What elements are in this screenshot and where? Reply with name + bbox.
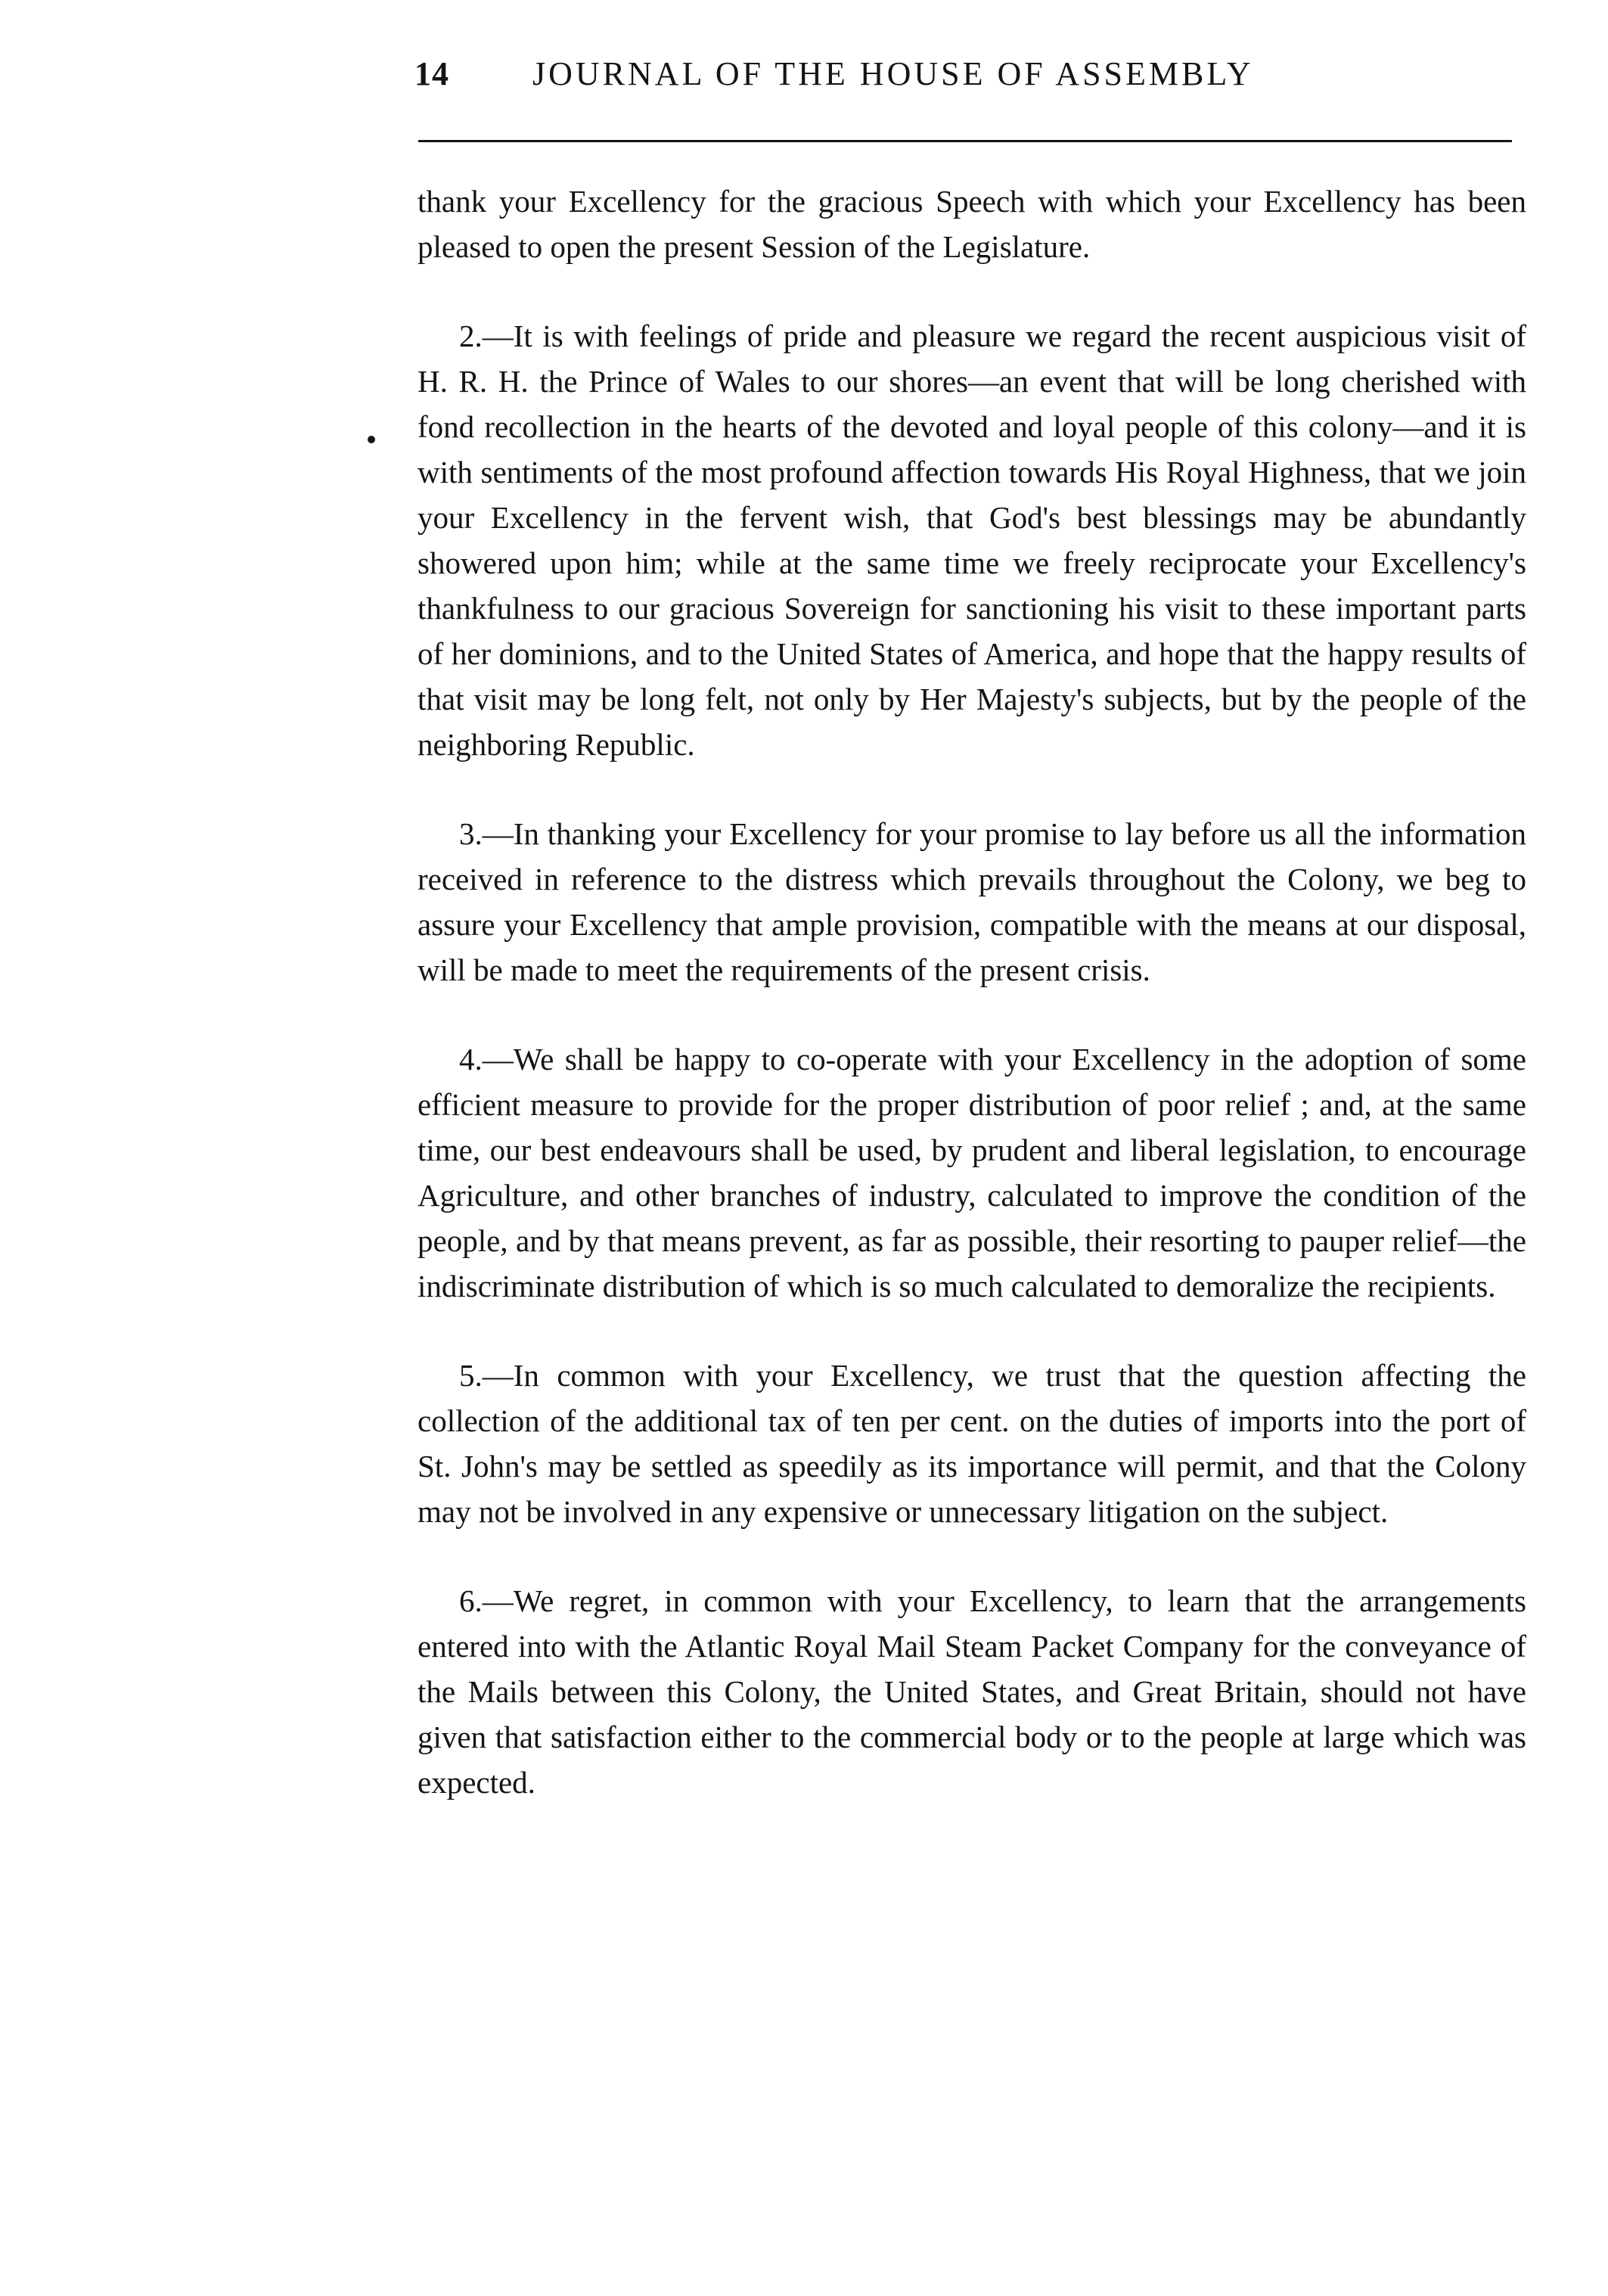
paragraph-2: 2.—It is with feelings of pride and pleasure we regard the recent auspicious visit of H. R. H. the Prince of Wales to our shores—an event that will be long cherished with fond recollection in the hearts of the devoted and loyal people of this colony—and it is with sentiments of the most profound affection towards His Royal Highness, that we join your Excellency in the fervent wish, that God's best blessings may be abundantly showered upon him; while at the same time we freely reciprocate your Excellency's thankfulness to our gracious Sovereign for sanctioning his visit to these important parts of her dominions, and to the United States of America, and hope that the happy results of that visit may be long felt, not only by Her Majesty's subjects, but by the people of the neighboring Republic. <box>418 318 1526 762</box>
paragraph-6: 6.—We regret, in common with your Excellency, to learn that the arrangements entered into with the Atlantic Royal Mail Steam Packet Company for the conveyance of the Mails between this Colony, the United States, and Great Britain, should not have given that satisfaction either to the commercial body or to the people at large which was expected. <box>418 1583 1526 1800</box>
paragraph-5: 5.—In common with your Excellency, we trust that the question affecting the collection of the additional tax of ten per cent. on the duties of imports into the port of St. John's may be settled as speedily as its importance will permit, and that the Colony may not be involved in any expensive or unnecessary litigation on the subject. <box>418 1358 1526 1529</box>
paragraph-4: 4.—We shall be happy to co-operate with your Excellency in the adoption of some efficient measure to provide for the proper distribution of poor relief ; and, at the same time, our best endeavours shall be used, by prudent and liberal legislation, to encourage Agriculture, and other branches of industry, calculated to improve the condition of the people, and by that means prevent, as far as possible, their resorting to pauper relief—the indiscriminate distribution of which is so much calculated to demoralize the recipients. <box>418 1042 1526 1303</box>
running-title: JOURNAL OF THE HOUSE OF ASSEMBLY <box>532 55 1254 92</box>
paragraph-3: 3.—In thanking your Excellency for your promise to lay before us all the information received in reference to the distress which prevails throughout the Colony, we beg to assure your Excellency that ample provision, compatible with the means at our disposal, will be made to meet the requirements of the present crisis. <box>418 816 1526 987</box>
paragraph-continuation: thank your Excellency for the gracious Speech with which your Excellency has been pleased to open the present Session of the Legislature. <box>418 184 1526 264</box>
margin-mark <box>368 436 375 443</box>
document-body <box>418 179 1526 1805</box>
page-number: 14 <box>414 55 449 92</box>
header-rule <box>418 140 1512 142</box>
running-header <box>414 54 1534 107</box>
